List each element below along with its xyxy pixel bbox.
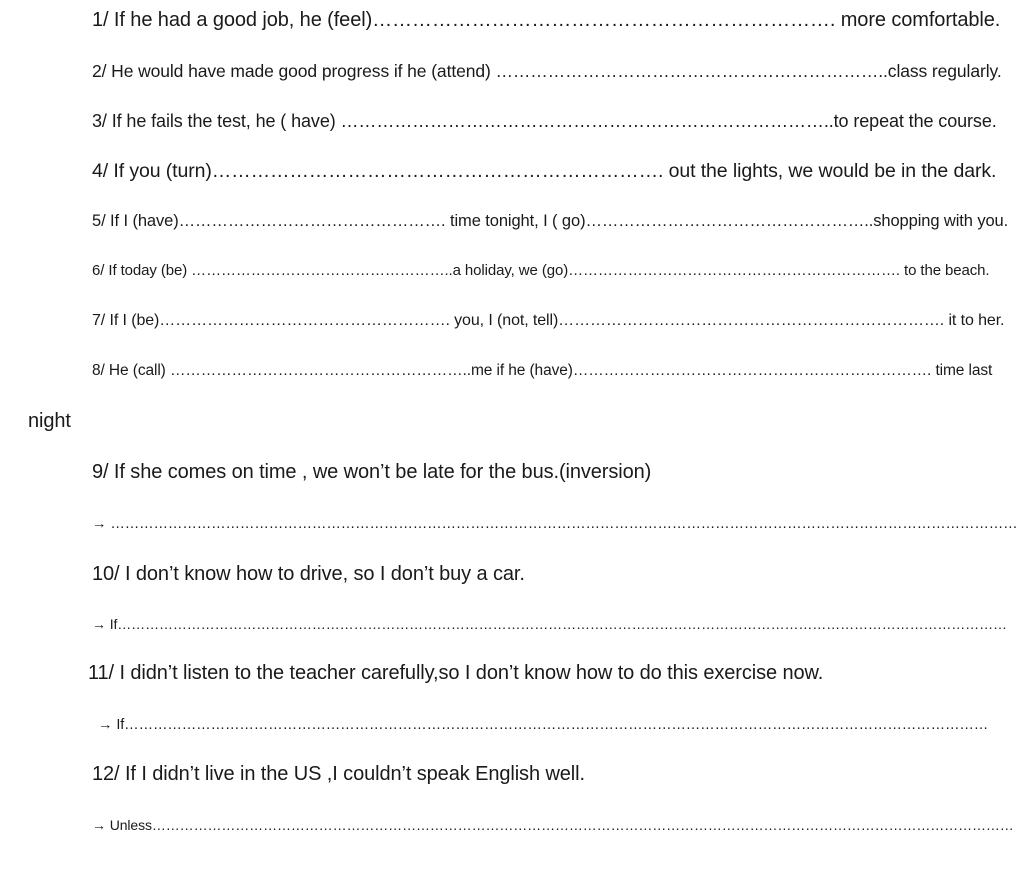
exercise-12: 12/ If I didn’t live in the US ,I couldn’t speak English well.: [92, 763, 585, 785]
exercise-1: 1/ If he had a good job, he (feel)……………………………………………………………. more comfortable.: [92, 9, 1001, 31]
exercise-12-answer: → Unless……………………………………………………………………………………………………………………………………………………………………: [92, 817, 1014, 833]
exercise-5: 5/ If I (have)…………………………………………. time tonight, I ( go)……………………………………………..shopping with you.: [92, 212, 1009, 230]
exercise-11-answer: → If………………………………………………………………………………………………………………………………………………………………: [98, 717, 989, 733]
exercise-8: 8/ He (call) …………………………………………………..me if he (have)……………………………………………………………. time last: [92, 362, 993, 379]
exercise-9: 9/ If she comes on time , we won’t be late for the bus.(inversion): [92, 461, 652, 483]
exercise-7: 7/ If I (be)………………………………………………. you, I (not, tell)………………………………………………………………. it to her.: [92, 312, 1005, 329]
exercise-6: 6/ If today (be) ……………………………………………..a holiday, we (go)…………………………………………………………. to the beach.: [92, 262, 990, 279]
exercise-10: 10/ I don’t know how to drive, so I don’t buy a car.: [92, 563, 525, 585]
exercise-8-continuation: night: [28, 410, 71, 432]
exercise-4: 4/ If you (turn)……………………………………………………………. out the lights, we would be in the dark.: [92, 160, 997, 182]
exercise-2: 2/ He would have made good progress if he (attend) …………………………………………………………..class regularly.: [92, 61, 1002, 81]
exercise-9-answer: → ………………………………………………………………………………………………………………………………………………………………………: [92, 516, 1018, 532]
exercise-11: 11/ I didn’t listen to the teacher carefully,so I don’t know how to do this exercise now.: [88, 662, 824, 684]
exercise-3: 3/ If he fails the test, he ( have) ………………………………………………………………………..to repeat the course.: [92, 111, 997, 131]
exercise-10-answer: → If…………………………………………………………………………………………………………………………………………………………………………: [92, 616, 1007, 632]
